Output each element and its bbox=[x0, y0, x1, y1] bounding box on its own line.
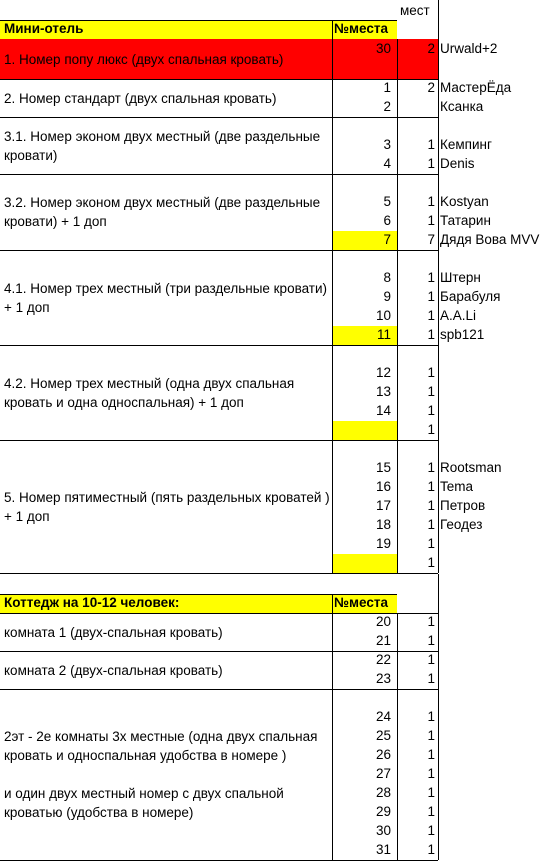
guest-name[interactable]: Геодез bbox=[440, 517, 483, 532]
section2-room-desc[interactable] bbox=[0, 651, 332, 689]
bed-number[interactable]: 6 bbox=[383, 213, 391, 228]
top-label-cell[interactable]: мест bbox=[400, 3, 430, 18]
bed-count[interactable]: 1 bbox=[427, 785, 435, 800]
guest-name[interactable]: Петров bbox=[440, 498, 486, 513]
bed-count[interactable] bbox=[397, 98, 438, 117]
column-border bbox=[332, 20, 333, 573]
bed-number[interactable]: 4 bbox=[383, 156, 391, 171]
section2-room-desc[interactable] bbox=[0, 689, 332, 860]
bed-number[interactable]: 2 bbox=[383, 99, 391, 114]
bed-number[interactable]: 21 bbox=[375, 633, 391, 648]
bed-count[interactable]: 1 bbox=[427, 422, 435, 437]
guest-name[interactable] bbox=[438, 613, 552, 632]
guest-name[interactable] bbox=[438, 841, 552, 860]
room-desc-text: комната 1 (двух-спальная кровать) bbox=[4, 624, 223, 640]
guest-name[interactable]: A.A.Li bbox=[440, 308, 477, 323]
bed-number[interactable]: 15 bbox=[375, 460, 391, 475]
bed-count[interactable]: 1 bbox=[427, 365, 435, 380]
room-desc-text: 1. Номер попу люкс (двух спальная кровать) bbox=[4, 51, 284, 67]
bed-number[interactable] bbox=[332, 117, 397, 136]
bed-count[interactable]: 1 bbox=[427, 728, 435, 743]
bed-number[interactable]: 29 bbox=[375, 804, 391, 819]
guest-name[interactable] bbox=[438, 383, 552, 402]
bed-number[interactable]: 25 bbox=[375, 728, 391, 743]
section1-room-desc[interactable] bbox=[0, 440, 332, 573]
bed-number[interactable]: 17 bbox=[375, 498, 391, 513]
bed-count[interactable]: 7 bbox=[427, 232, 435, 247]
guest-name[interactable] bbox=[438, 746, 552, 765]
room-desc-text: 2. Номер стандарт (двух спальная кровать) bbox=[4, 90, 277, 106]
guest-name[interactable]: Татарин bbox=[440, 213, 491, 228]
guest-name[interactable]: Ксанка bbox=[440, 99, 484, 114]
column-border bbox=[332, 594, 333, 860]
bed-count[interactable] bbox=[397, 689, 438, 708]
bed-count[interactable]: 1 bbox=[427, 804, 435, 819]
bed-number[interactable]: 31 bbox=[375, 842, 391, 857]
guest-name[interactable]: Кемпинг bbox=[440, 137, 492, 152]
guest-name[interactable]: spb121 bbox=[440, 327, 485, 342]
bed-count[interactable] bbox=[397, 345, 438, 364]
bed-count[interactable]: 1 bbox=[427, 842, 435, 857]
guest-name[interactable] bbox=[438, 727, 552, 746]
bed-count[interactable]: 1 bbox=[427, 633, 435, 648]
guest-name[interactable] bbox=[438, 364, 552, 383]
bed-count[interactable]: 1 bbox=[427, 766, 435, 781]
guest-name[interactable]: Denis bbox=[440, 156, 475, 171]
guest-name[interactable] bbox=[438, 117, 552, 136]
guest-name[interactable] bbox=[438, 554, 552, 573]
bed-count[interactable]: 1 bbox=[427, 823, 435, 838]
room-desc-text: комната 2 (двух-спальная кровать) bbox=[4, 662, 223, 678]
bed-count[interactable] bbox=[397, 117, 438, 136]
bed-count[interactable] bbox=[397, 174, 438, 193]
bed-count[interactable]: 2 bbox=[427, 41, 435, 56]
room-desc-text: 5. Номер пятиместный (пять раздельных кроватей ) + 1 доп bbox=[4, 489, 330, 524]
bed-number[interactable] bbox=[332, 174, 397, 193]
room-desc-text: 3.1. Номер эконом двух местный (две раздельные кровати) bbox=[4, 128, 321, 163]
guest-name[interactable] bbox=[438, 765, 552, 784]
section-top-border bbox=[0, 20, 397, 21]
bed-number[interactable]: 24 bbox=[375, 709, 391, 724]
bed-count[interactable]: 1 bbox=[427, 270, 435, 285]
bed-number[interactable] bbox=[332, 421, 397, 440]
bed-count[interactable]: 1 bbox=[427, 479, 435, 494]
section2-title[interactable]: Коттедж на 10-12 человек: bbox=[4, 595, 180, 610]
guest-name[interactable] bbox=[438, 250, 552, 269]
guest-name[interactable] bbox=[438, 440, 552, 459]
bed-count[interactable]: 2 bbox=[427, 80, 435, 95]
guest-name[interactable]: Urwald+2 bbox=[440, 41, 498, 56]
bed-count[interactable]: 1 bbox=[427, 460, 435, 475]
bed-number[interactable]: 30 bbox=[375, 41, 391, 56]
guest-name[interactable]: Барабуля bbox=[440, 289, 501, 304]
bed-number[interactable]: 26 bbox=[375, 747, 391, 762]
bed-number[interactable]: 16 bbox=[375, 479, 391, 494]
bed-number[interactable]: 5 bbox=[383, 194, 391, 209]
bed-count[interactable]: 1 bbox=[427, 384, 435, 399]
bed-number[interactable]: 3 bbox=[383, 137, 391, 152]
guest-name[interactable] bbox=[438, 822, 552, 841]
guest-name[interactable] bbox=[438, 708, 552, 727]
bed-count[interactable]: 1 bbox=[427, 652, 435, 667]
bed-number[interactable]: 9 bbox=[383, 289, 391, 304]
bed-count[interactable]: 1 bbox=[427, 614, 435, 629]
bed-number[interactable]: 18 bbox=[375, 517, 391, 532]
bed-count[interactable]: 1 bbox=[427, 498, 435, 513]
guest-name[interactable]: Rootsman bbox=[440, 460, 502, 475]
room-desc-text: 3.2. Номер эконом двух местный (две раздельные кровати) + 1 доп bbox=[4, 195, 321, 229]
bed-number[interactable]: 22 bbox=[375, 652, 391, 667]
guest-name[interactable]: МастерЁда bbox=[440, 80, 512, 95]
bed-number[interactable]: 7 bbox=[383, 232, 391, 247]
bed-count[interactable]: 1 bbox=[427, 747, 435, 762]
guest-name[interactable] bbox=[438, 689, 552, 708]
section1-title[interactable]: Мини-отель bbox=[4, 21, 84, 36]
bed-number[interactable]: 11 bbox=[376, 327, 391, 342]
bed-number[interactable]: 8 bbox=[383, 270, 391, 285]
section1-room-desc[interactable] bbox=[0, 79, 332, 117]
guest-name[interactable] bbox=[438, 670, 552, 689]
guest-name[interactable]: Kostyan bbox=[440, 194, 489, 209]
bed-number[interactable]: 30 bbox=[375, 823, 391, 838]
section1-room-desc[interactable] bbox=[0, 117, 332, 174]
guest-name[interactable] bbox=[438, 174, 552, 193]
bed-count[interactable]: 1 bbox=[427, 671, 435, 686]
guest-name[interactable] bbox=[438, 784, 552, 803]
bed-number[interactable]: 1 bbox=[383, 80, 391, 95]
column-border bbox=[397, 613, 398, 860]
section2-room-desc[interactable] bbox=[0, 613, 332, 651]
bed-count[interactable]: 1 bbox=[427, 137, 435, 152]
guest-name[interactable]: Tema bbox=[440, 479, 474, 494]
bed-number[interactable] bbox=[332, 345, 397, 364]
bed-number[interactable]: 20 bbox=[375, 614, 391, 629]
column-border bbox=[438, 574, 439, 860]
bed-number[interactable] bbox=[332, 554, 397, 573]
section-top-border bbox=[0, 594, 397, 595]
bed-count[interactable] bbox=[397, 250, 438, 269]
bed-count[interactable]: 1 bbox=[427, 156, 435, 171]
bed-count[interactable]: 1 bbox=[427, 403, 435, 418]
bed-count[interactable] bbox=[397, 440, 438, 459]
bed-number[interactable]: 12 bbox=[375, 365, 391, 380]
section2-num-header[interactable]: №места bbox=[334, 595, 388, 610]
room-desc-text: 2эт - 2е комнаты 3х местные (одна двух спальная кровать и односпальная удобства в номере ) и один двух местный номер с двух спальной кроватью (удобства в номере) bbox=[4, 729, 318, 820]
section1-room-desc[interactable] bbox=[0, 250, 332, 345]
bed-count[interactable]: 1 bbox=[427, 536, 435, 551]
bed-number[interactable]: 23 bbox=[375, 671, 391, 686]
bed-count[interactable]: 1 bbox=[427, 517, 435, 532]
bed-number[interactable]: 28 bbox=[375, 785, 391, 800]
bed-count[interactable]: 1 bbox=[427, 327, 435, 342]
guest-name[interactable] bbox=[438, 803, 552, 822]
bed-count[interactable]: 1 bbox=[427, 289, 435, 304]
bed-count[interactable]: 1 bbox=[427, 194, 435, 209]
section1-room-desc[interactable] bbox=[0, 345, 332, 440]
bed-number[interactable] bbox=[332, 689, 397, 708]
bed-number[interactable]: 10 bbox=[375, 308, 391, 323]
guest-name[interactable] bbox=[438, 402, 552, 421]
guest-name[interactable] bbox=[438, 345, 552, 364]
guest-name[interactable] bbox=[438, 535, 552, 554]
bed-count[interactable]: 1 bbox=[427, 213, 435, 228]
guest-name[interactable]: Дядя Вова MVV bbox=[440, 232, 540, 247]
section1-room-desc[interactable] bbox=[0, 174, 332, 250]
column-border bbox=[397, 39, 398, 573]
guest-name[interactable]: Штерн bbox=[440, 270, 481, 285]
bed-number[interactable]: 27 bbox=[375, 766, 391, 781]
section1-num-header[interactable]: №места bbox=[334, 21, 388, 36]
guest-name[interactable] bbox=[438, 421, 552, 440]
guest-name[interactable] bbox=[438, 632, 552, 651]
bed-number[interactable]: 19 bbox=[375, 536, 391, 551]
room-bottom-border bbox=[0, 573, 438, 574]
bed-number[interactable] bbox=[332, 250, 397, 269]
room-desc-text: 4.1. Номер трех местный (три раздельные кровати) + 1 доп bbox=[4, 280, 328, 315]
bed-count[interactable]: 1 bbox=[427, 709, 435, 724]
guest-name[interactable] bbox=[438, 651, 552, 670]
bed-number[interactable] bbox=[332, 440, 397, 459]
bed-number[interactable]: 14 bbox=[375, 403, 391, 418]
bed-number[interactable]: 13 bbox=[375, 384, 391, 399]
bed-count[interactable]: 1 bbox=[427, 308, 435, 323]
column-border bbox=[438, 0, 439, 573]
bed-count[interactable]: 1 bbox=[427, 555, 435, 570]
room-desc-text: 4.2. Номер трех местный (одна двух спальная кровать и одна односпальная) + 1 доп bbox=[4, 375, 295, 410]
section1-room-desc[interactable] bbox=[0, 39, 332, 79]
